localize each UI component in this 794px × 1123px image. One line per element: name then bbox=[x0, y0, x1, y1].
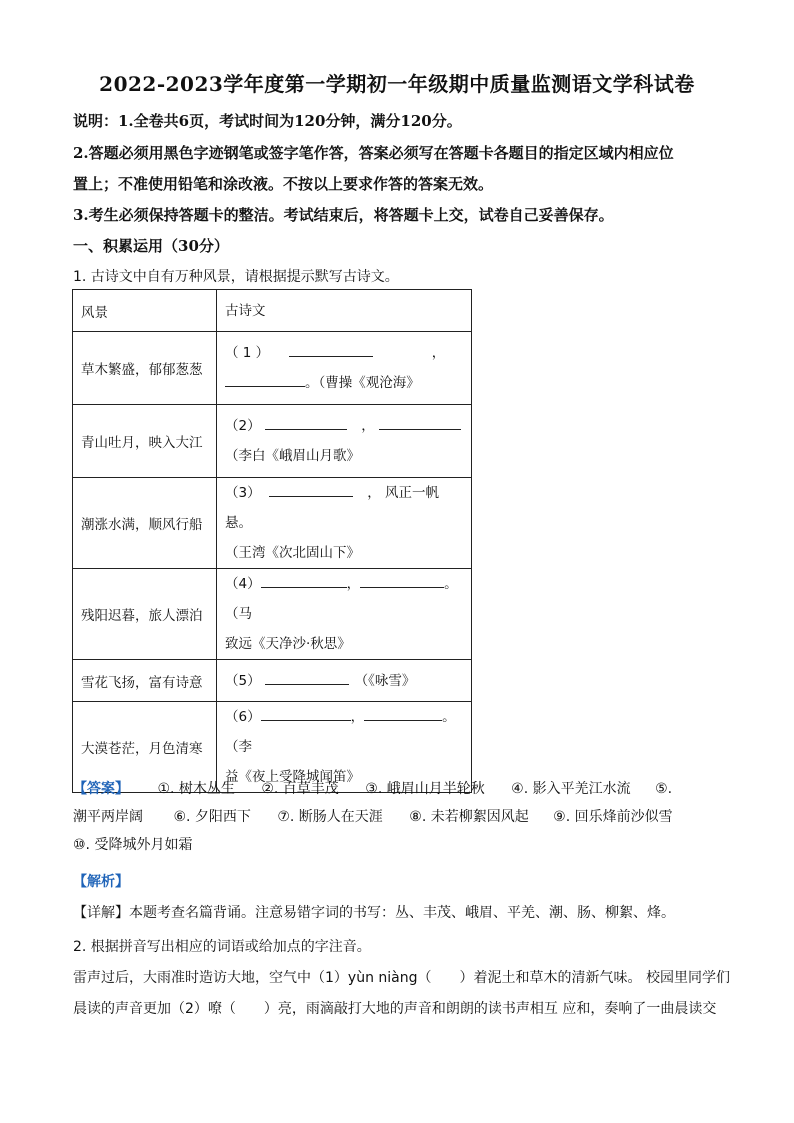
answer-item: ⑨. 回乐烽前沙似雪 bbox=[553, 809, 673, 825]
detail-label: 【详解】 bbox=[73, 905, 129, 921]
item-number: （5） bbox=[225, 672, 261, 689]
page-title: 2022-2023学年度第一学期初一年级期中质量监测语文学科试卷 bbox=[99, 72, 695, 96]
detail-line bbox=[73, 899, 725, 927]
poem-cell bbox=[217, 405, 472, 478]
separator: ， bbox=[431, 345, 446, 361]
poem-table bbox=[72, 289, 472, 793]
separator: ， bbox=[350, 709, 365, 725]
poem-cell bbox=[217, 569, 472, 660]
answer-item: ②. 百草丰茂 bbox=[261, 781, 339, 797]
answer-item: ③. 峨眉山月半轮秋 bbox=[365, 781, 485, 797]
answer-blank[interactable] bbox=[261, 573, 347, 588]
scene-cell: 残阳迟暮，旅人漂泊 bbox=[73, 569, 217, 660]
question-1-prompt: 1. 古诗文中自有万种风景，请根据提示默写古诗文。 bbox=[73, 269, 399, 285]
instruction-line-4: 3.考生必须保持答题卡的整洁。考试结束后，将答题卡上交，试卷自己妥善保存。 bbox=[73, 206, 614, 224]
item-number: （4） bbox=[225, 576, 261, 592]
item-number: （3） bbox=[225, 485, 261, 501]
source: （李白《峨眉山月歌》 bbox=[225, 448, 360, 464]
source: 。（马 bbox=[225, 576, 458, 622]
separator: ， bbox=[361, 418, 375, 434]
question-2-prompt: 2. 根据拼音写出相应的词语或给加点的字注音。 bbox=[73, 939, 371, 955]
source: 致远《天净沙·秋思》 bbox=[225, 636, 351, 652]
given-line: 风正一帆悬。 bbox=[225, 485, 439, 531]
instruction-line-1: 说明：1.全卷共6页，考试时间为120分钟，满分120分。 bbox=[73, 112, 462, 130]
answer-blank[interactable] bbox=[379, 415, 461, 430]
answer-item: ⑦. 断肠人在天涯 bbox=[277, 809, 383, 825]
source: （王湾《次北固山下》 bbox=[225, 545, 360, 561]
source: （《咏雪》 bbox=[354, 672, 416, 689]
table-row bbox=[73, 569, 472, 660]
item-number: （ 1 ） bbox=[225, 345, 270, 361]
question-2-line-2: 晨读的声音更加（2）嘹（ ）亮，雨滴敲打大地的声音和朗朗的读书声相互 应和，奏响了一曲晨读交 bbox=[73, 1001, 717, 1017]
table-row bbox=[73, 332, 472, 405]
question-2-line-1 bbox=[73, 967, 730, 987]
item-number: （2） bbox=[225, 418, 261, 434]
answer-item: ⑩. 受降城外月如霜 bbox=[73, 837, 193, 853]
table-header-row bbox=[73, 290, 472, 332]
answer-item: ⑥. 夕阳西下 bbox=[173, 809, 251, 825]
answer-item: 潮平两岸阔 bbox=[73, 809, 143, 825]
analysis-label-line bbox=[73, 868, 725, 896]
answer-blank[interactable] bbox=[364, 706, 442, 721]
passage-text: 雷声过后，大雨准时造访大地，空气中（1） bbox=[73, 970, 348, 986]
passage-text: （ ）着泥土和草木的清新气味。 校园里同学们 bbox=[417, 970, 730, 986]
answer-blank[interactable] bbox=[265, 670, 349, 685]
answer-item: ⑧. 未若柳絮因风起 bbox=[409, 809, 529, 825]
answer-blank[interactable] bbox=[265, 415, 347, 430]
answer-item: ⑤. bbox=[655, 781, 673, 797]
instruction-line-3: 置上；不准使用铅笔和涂改液。不按以上要求作答的答案无效。 bbox=[73, 175, 494, 193]
header-poem: 古诗文 bbox=[217, 290, 472, 332]
answer-blank[interactable] bbox=[225, 372, 305, 387]
section-heading: 一、积累运用（30分） bbox=[73, 237, 229, 255]
scene-cell: 大漠苍茫，月色清寒 bbox=[73, 702, 217, 793]
instruction-line-2: 2.答题必须用黑色字迹钢笔或签字笔作答，答案必须写在答题卡各题目的指定区域内相应位 bbox=[73, 144, 674, 162]
poem-cell bbox=[217, 478, 472, 569]
answer-label: 【答案】 bbox=[73, 781, 129, 797]
scene-cell: 青山吐月，映入大江 bbox=[73, 405, 217, 478]
poem-cell bbox=[217, 660, 472, 702]
scene-cell: 雪花飞扬，富有诗意 bbox=[73, 660, 217, 702]
table-row bbox=[73, 478, 472, 569]
poem-cell bbox=[217, 332, 472, 405]
scene-cell: 草木繁盛，郁郁葱葱 bbox=[73, 332, 217, 405]
separator: ， bbox=[346, 576, 361, 592]
answer-item: ①. 树木丛生 bbox=[157, 781, 235, 797]
detail-text: 本题考查名篇背诵。注意易错字词的书写：丛、丰茂、峨眉、平羌、潮、肠、柳絮、烽。 bbox=[129, 905, 675, 921]
header-scene: 风景 bbox=[73, 290, 217, 332]
analysis-label: 【解析】 bbox=[73, 874, 129, 890]
table-row bbox=[73, 660, 472, 702]
source: 。（李 bbox=[225, 709, 456, 755]
pinyin: yùn niàng bbox=[347, 970, 418, 986]
answer-item: ④. 影入平羌江水流 bbox=[511, 781, 631, 797]
separator: ， bbox=[367, 485, 381, 501]
scene-cell: 潮涨水满，顺风行船 bbox=[73, 478, 217, 569]
table-row bbox=[73, 405, 472, 478]
answer-blank[interactable] bbox=[289, 342, 373, 357]
answer-blank[interactable] bbox=[360, 573, 444, 588]
source: 。（曹操《观沧海》 bbox=[305, 375, 420, 391]
answer-blank[interactable] bbox=[269, 482, 353, 497]
item-number: （6） bbox=[225, 709, 261, 725]
answer-block bbox=[73, 775, 725, 859]
source: 益《夜上受降城闻笛》 bbox=[225, 769, 360, 785]
answer-blank[interactable] bbox=[261, 706, 351, 721]
